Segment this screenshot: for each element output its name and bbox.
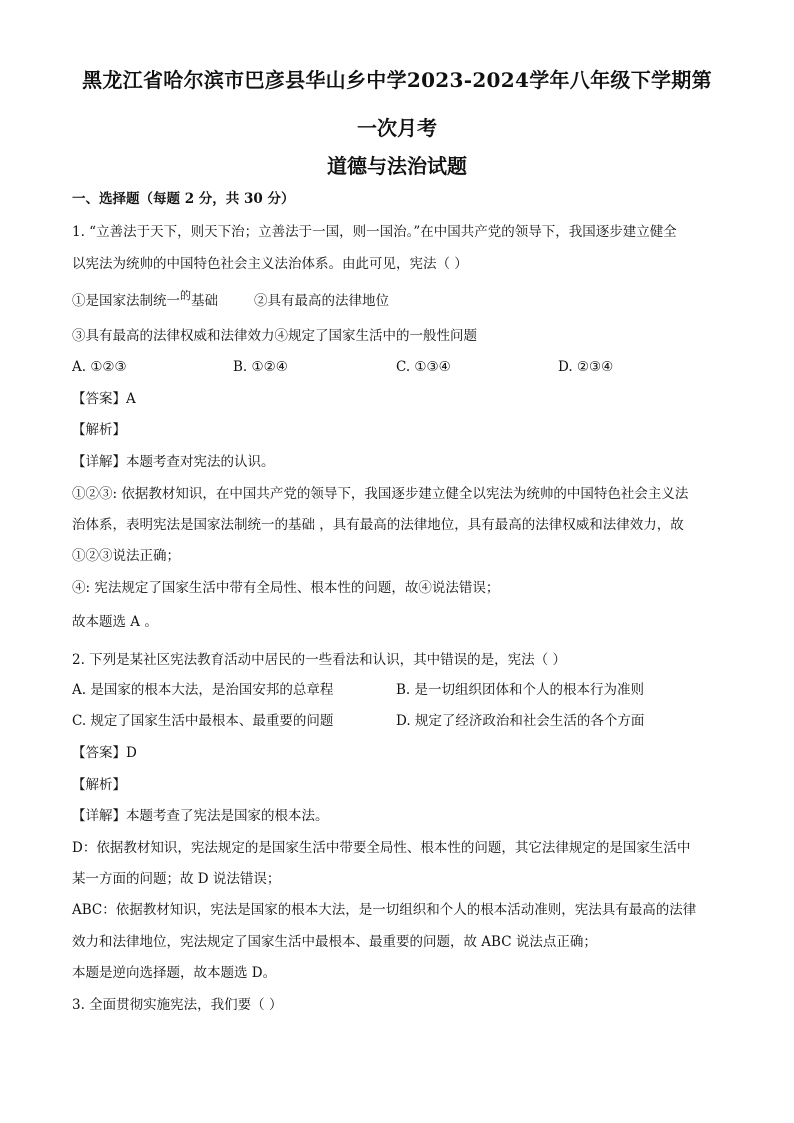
q1-statement-1-de: 的: [180, 289, 191, 302]
q1-stem-line2: 以宪法为统帅的中国特色社会主义法治体系。由此可见，宪法（ ）: [72, 256, 468, 272]
q2-option-b: B. 是一切组织团体和个人的根本行为准则: [396, 682, 645, 698]
q1-explanation-line1: ①②③: 依据教材知识，在中国共产党的领导下，我国逐步建立健全以宪法为统帅的中国特色社会主义法: [72, 486, 689, 502]
q2-option-d: D. 规定了经济政治和社会生活的各个方面: [396, 713, 645, 729]
q1-detail: 【详解】本题考查对宪法的认识。: [72, 454, 275, 470]
q1-statement-2: ②具有最高的法律地位: [254, 293, 389, 309]
q2-explanation-line3: ABC：依据教材知识，宪法是国家的根本大法，是一切组织和个人的根本活动准则，宪法具有最高的法律: [72, 902, 697, 918]
q1-statement-1-end: 基础: [191, 293, 218, 309]
q1-option-c: C. ①③④: [396, 359, 451, 375]
section-heading: 一、选择题（每题 2 分，共 30 分）: [72, 191, 295, 207]
exam-title: 黑龙江省哈尔滨市巴彦县华山乡中学2023-2024学年八年级下学期第: [82, 68, 712, 92]
q1-conclusion: 故本题选 A 。: [72, 614, 158, 630]
q2-option-c: C. 规定了国家生活中最根本、最重要的问题: [72, 713, 334, 729]
q3-stem: 3. 全面贯彻实施宪法，我们要（ ）: [72, 997, 283, 1013]
q1-option-b: B. ①②④: [233, 359, 288, 375]
q1-explanation-line4: ④: 宪法规定了国家生活中带有全局性、根本性的问题，故④说法错误；: [72, 580, 500, 596]
q2-option-a: A. 是国家的根本大法，是治国安邦的总章程: [72, 682, 334, 698]
q1-answer: 【答案】A: [72, 391, 136, 407]
q1-analysis-label: 【解析】: [72, 422, 126, 438]
q1-option-d: D. ②③④: [558, 359, 614, 375]
exam-title-continued: 一次月考: [357, 116, 437, 140]
exam-subject: 道德与法治试题: [327, 154, 467, 178]
q2-explanation-line4: 效力和法律地位，宪法规定了国家生活中最根本、最重要的问题，故 ABC 说法点正确；: [72, 934, 597, 950]
q2-stem: 2. 下列是某社区宪法教育活动中居民的一些看法和认识，其中错误的是，宪法（ ）: [72, 652, 566, 668]
q1-statements-line2: ③具有最高的法律权威和法律效力④规定了国家生活中的一般性问题: [72, 328, 477, 344]
q2-analysis-label: 【解析】: [72, 777, 126, 793]
q2-conclusion: 本题是逆向选择题，故本题选 D。: [72, 965, 277, 981]
q1-option-a: A. ①②③: [72, 359, 127, 375]
q2-detail: 【详解】本题考查了宪法是国家的根本法。: [72, 808, 329, 824]
q1-statement-1: ①是国家法制统一: [72, 293, 180, 309]
q1-statements-line1: [72, 291, 732, 312]
q1-explanation-line2: 治体系，表明宪法是国家法制统一的基础 ，具有最高的法律地位，具有最高的法律权威和法律效力，故: [72, 517, 684, 533]
q2-explanation-line2: 某一方面的问题；故 D 说法错误；: [72, 871, 281, 887]
q1-explanation-line3: ①②③说法正确；: [72, 548, 180, 564]
q2-explanation-line1: D：依据教材知识，宪法规定的是国家生活中带要全局性、根本性的问题，其它法律规定的是国家生活中: [72, 840, 691, 856]
q2-answer: 【答案】D: [72, 745, 137, 761]
q1-stem-line1: 1. “立善法于天下，则天下治；立善法于一国，则一国治。”在中国共产党的领导下，我国逐步建立健全: [72, 224, 677, 240]
